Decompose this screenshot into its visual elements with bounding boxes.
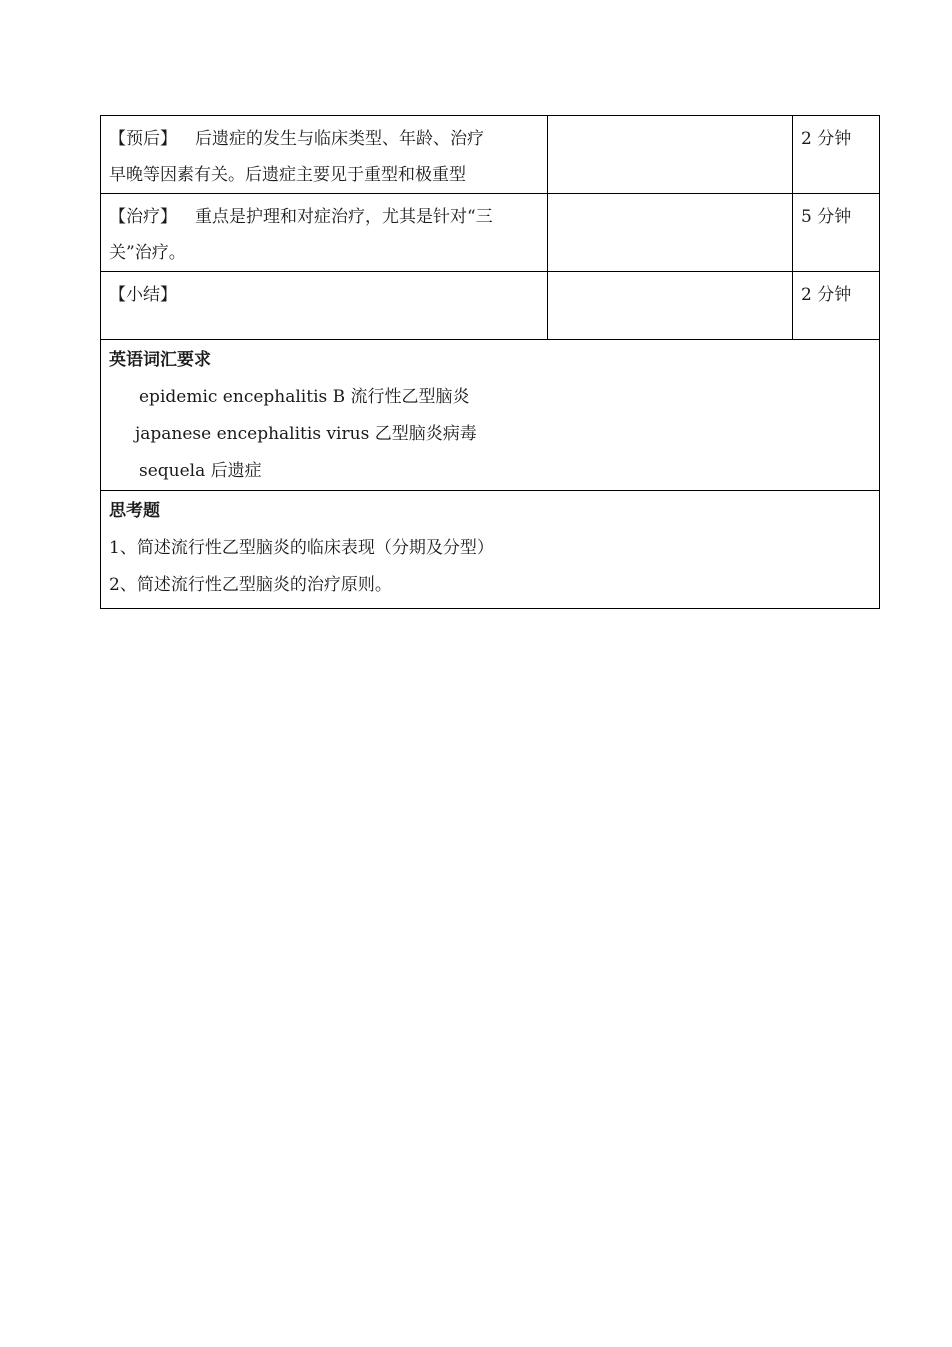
table-row — [101, 272, 880, 340]
vocabulary-row — [101, 340, 880, 491]
content-line: 早晚等因素有关。后遗症主要见于重型和极重型 — [109, 165, 466, 185]
section-tag: 【预后】 — [109, 129, 177, 149]
vocabulary-heading: 英语词汇要求 — [109, 350, 211, 370]
content-line: 关”治疗。 — [109, 243, 186, 263]
content-cell — [101, 194, 548, 272]
vocabulary-cell — [101, 340, 880, 491]
section-tag: 【治疗】 — [109, 207, 177, 227]
time-value: 5 分钟 — [801, 207, 852, 227]
time-cell — [793, 194, 880, 272]
time-cell — [793, 272, 880, 340]
table-row — [101, 116, 880, 194]
time-value: 2 分钟 — [801, 285, 852, 305]
section-tag: 【小结】 — [109, 285, 177, 305]
content-line — [109, 121, 541, 157]
content-text: 重点是护理和对症治疗，尤其是针对“三 — [195, 207, 493, 227]
questions-heading: 思考题 — [109, 501, 160, 521]
empty-cell — [548, 272, 793, 340]
lesson-plan-table — [100, 115, 880, 609]
empty-cell — [548, 194, 793, 272]
time-value: 2 分钟 — [801, 129, 852, 149]
vocabulary-item: sequela 后遗症 — [139, 461, 262, 481]
time-cell — [793, 116, 880, 194]
content-cell — [101, 116, 548, 194]
content-line — [109, 199, 541, 235]
vocabulary-item: epidemic encephalitis B 流行性乙型脑炎 — [139, 387, 470, 407]
question-item: 1、简述流行性乙型脑炎的临床表现（分期及分型） — [109, 538, 494, 558]
questions-row — [101, 491, 880, 609]
content-text: 后遗症的发生与临床类型、年龄、治疗 — [195, 129, 484, 149]
empty-cell — [548, 116, 793, 194]
content-cell — [101, 272, 548, 340]
questions-cell — [101, 491, 880, 609]
vocabulary-list — [101, 379, 879, 490]
table-row — [101, 194, 880, 272]
questions-list — [101, 530, 879, 608]
vocabulary-item: japanese encephalitis virus 乙型脑炎病毒 — [135, 424, 477, 444]
question-item: 2、简述流行性乙型脑炎的治疗原则。 — [109, 575, 392, 595]
